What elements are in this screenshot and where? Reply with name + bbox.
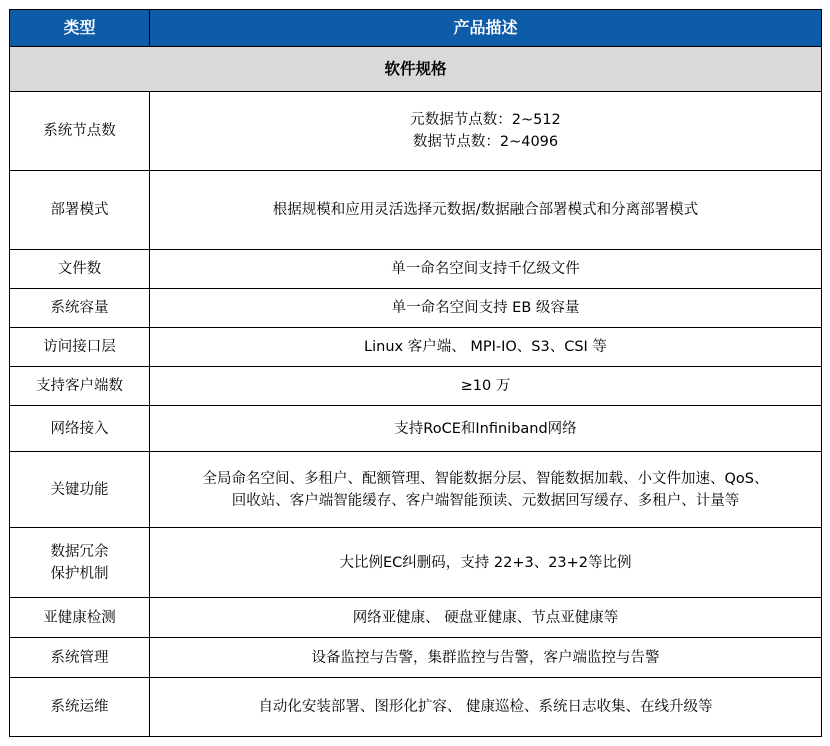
row-description: 网络亚健康、 硬盘亚健康、节点亚健康等 — [150, 598, 822, 638]
table-row — [10, 328, 822, 367]
table-row — [10, 250, 822, 289]
row-type: 系统节点数 — [10, 92, 150, 171]
row-type: 支持客户端数 — [10, 367, 150, 406]
row-description: Linux 客户端、 MPI-IO、S3、CSI 等 — [150, 328, 822, 367]
table-row — [10, 678, 822, 737]
table-row — [10, 406, 822, 452]
row-description: 全局命名空间、多租户、配额管理、智能数据分层、智能数据加载、小文件加速、QoS、 回收站、客户端智能缓存、客户端智能预读、元数据回写缓存、多租户、计量等 — [150, 452, 822, 528]
row-description: 单一命名空间支持千亿级文件 — [150, 250, 822, 289]
table-row — [10, 289, 822, 328]
row-description: 支持RoCE和Infiniband网络 — [150, 406, 822, 452]
section-title: 软件规格 — [10, 47, 822, 92]
header-description: 产品描述 — [150, 10, 822, 47]
spec-table-container — [9, 9, 822, 737]
row-type: 亚健康检测 — [10, 598, 150, 638]
row-description: 大比例EC纠删码，支持 22+3、23+2等比例 — [150, 528, 822, 598]
row-description: 单一命名空间支持 EB 级容量 — [150, 289, 822, 328]
row-type: 网络接入 — [10, 406, 150, 452]
table-row — [10, 528, 822, 598]
row-description: 元数据节点数：2~512 数据节点数：2~4096 — [150, 92, 822, 171]
row-type: 访问接口层 — [10, 328, 150, 367]
table-row — [10, 367, 822, 406]
header-type: 类型 — [10, 10, 150, 47]
row-type: 部署模式 — [10, 171, 150, 250]
table-row — [10, 598, 822, 638]
spec-table — [9, 9, 822, 737]
table-row — [10, 638, 822, 678]
row-type: 关键功能 — [10, 452, 150, 528]
row-type: 文件数 — [10, 250, 150, 289]
row-description: ≥10 万 — [150, 367, 822, 406]
row-description: 自动化安装部署、图形化扩容、 健康巡检、系统日志收集、在线升级等 — [150, 678, 822, 737]
row-type: 系统容量 — [10, 289, 150, 328]
header-row — [10, 10, 822, 47]
row-description: 根据规模和应用灵活选择元数据/数据融合部署模式和分离部署模式 — [150, 171, 822, 250]
row-description: 设备监控与告警，集群监控与告警，客户端监控与告警 — [150, 638, 822, 678]
table-row — [10, 171, 822, 250]
section-row — [10, 47, 822, 92]
row-type: 系统管理 — [10, 638, 150, 678]
table-row — [10, 92, 822, 171]
row-type: 数据冗余 保护机制 — [10, 528, 150, 598]
table-row — [10, 452, 822, 528]
row-type: 系统运维 — [10, 678, 150, 737]
